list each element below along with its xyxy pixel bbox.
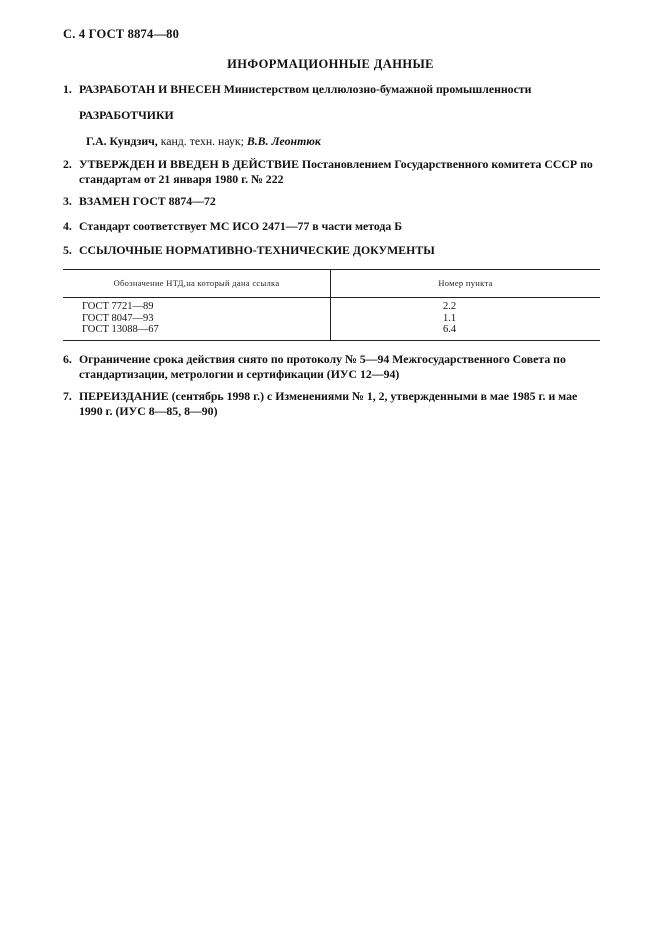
table-header-doc: Обозначение НТД,на который дана ссылка — [113, 278, 280, 288]
author-degree: канд. техн. наук; — [157, 134, 247, 148]
item-number: 4. — [63, 219, 72, 233]
item-number: 7. — [63, 389, 72, 403]
info-item-1 — [63, 82, 601, 97]
item-text: РАЗРАБОТАН И ВНЕСЕН Министерством целлюлозно-бумажной промышленности — [79, 82, 532, 96]
item-text-line1: ПЕРЕИЗДАНИЕ (сентябрь 1998 г.) с Изменениями № 1, 2, утвержденными в мае 1985 г. и мае — [79, 389, 578, 403]
item-text-line1: УТВЕРЖДЕН И ВВЕДЕН В ДЕЙСТВИЕ Постановлением Государственного комитета СССР по — [79, 157, 593, 171]
item-number: 1. — [63, 82, 72, 96]
table-header-clause: Номер пункта — [438, 278, 493, 288]
item-text-line2: стандартам от 21 января 1980 г. № 222 — [79, 172, 284, 186]
references-table — [63, 269, 600, 341]
item-number: 2. — [63, 157, 72, 171]
item-number: 6. — [63, 352, 72, 366]
table-cell-doc: ГОСТ 8047—93 — [82, 312, 154, 324]
item-text-line2: стандартизации, метрологии и сертификации (ИУС 12—94) — [79, 367, 400, 381]
item-text-line2: 1990 г. (ИУС 8—85, 8—90) — [79, 404, 218, 418]
document-title: ИНФОРМАЦИОННЫЕ ДАННЫЕ — [227, 57, 434, 71]
table-cell-clause: 6.4 — [443, 324, 457, 335]
author-name: Г.А. Кундзич, — [86, 134, 158, 148]
item-number: 5. — [63, 243, 72, 257]
info-item-7 — [63, 389, 601, 419]
item-text-line1: Ограничение срока действия снято по протоколу № 5—94 Межгосударственного Совета по — [79, 352, 566, 366]
info-item-2 — [63, 157, 601, 187]
page-header: С. 4 ГОСТ 8874—80 — [63, 27, 180, 41]
table-header-rule — [63, 297, 600, 298]
item-text: ССЫЛОЧНЫЕ НОРМАТИВНО-ТЕХНИЧЕСКИЕ ДОКУМЕНТЫ — [79, 243, 435, 257]
table-cell-doc: ГОСТ 7721—89 — [82, 301, 154, 312]
item-text: ВЗАМЕН ГОСТ 8874—72 — [79, 194, 216, 208]
info-item-6 — [63, 352, 601, 382]
info-item-4 — [63, 219, 601, 234]
item-number: 3. — [63, 194, 72, 208]
info-item-5 — [63, 243, 601, 258]
author-name: В.В. Леонтюк — [246, 134, 321, 148]
table-cell-doc: ГОСТ 13088—67 — [82, 324, 159, 335]
item-text: Стандарт соответствует МС ИСО 2471—77 в части метода Б — [79, 219, 403, 233]
developers-list — [86, 134, 321, 149]
table-cell-clause: 2.2 — [443, 301, 457, 312]
table-cell-clause: 1.1 — [443, 312, 457, 324]
info-item-3 — [63, 194, 601, 209]
developers-heading: РАЗРАБОТЧИКИ — [79, 108, 174, 122]
